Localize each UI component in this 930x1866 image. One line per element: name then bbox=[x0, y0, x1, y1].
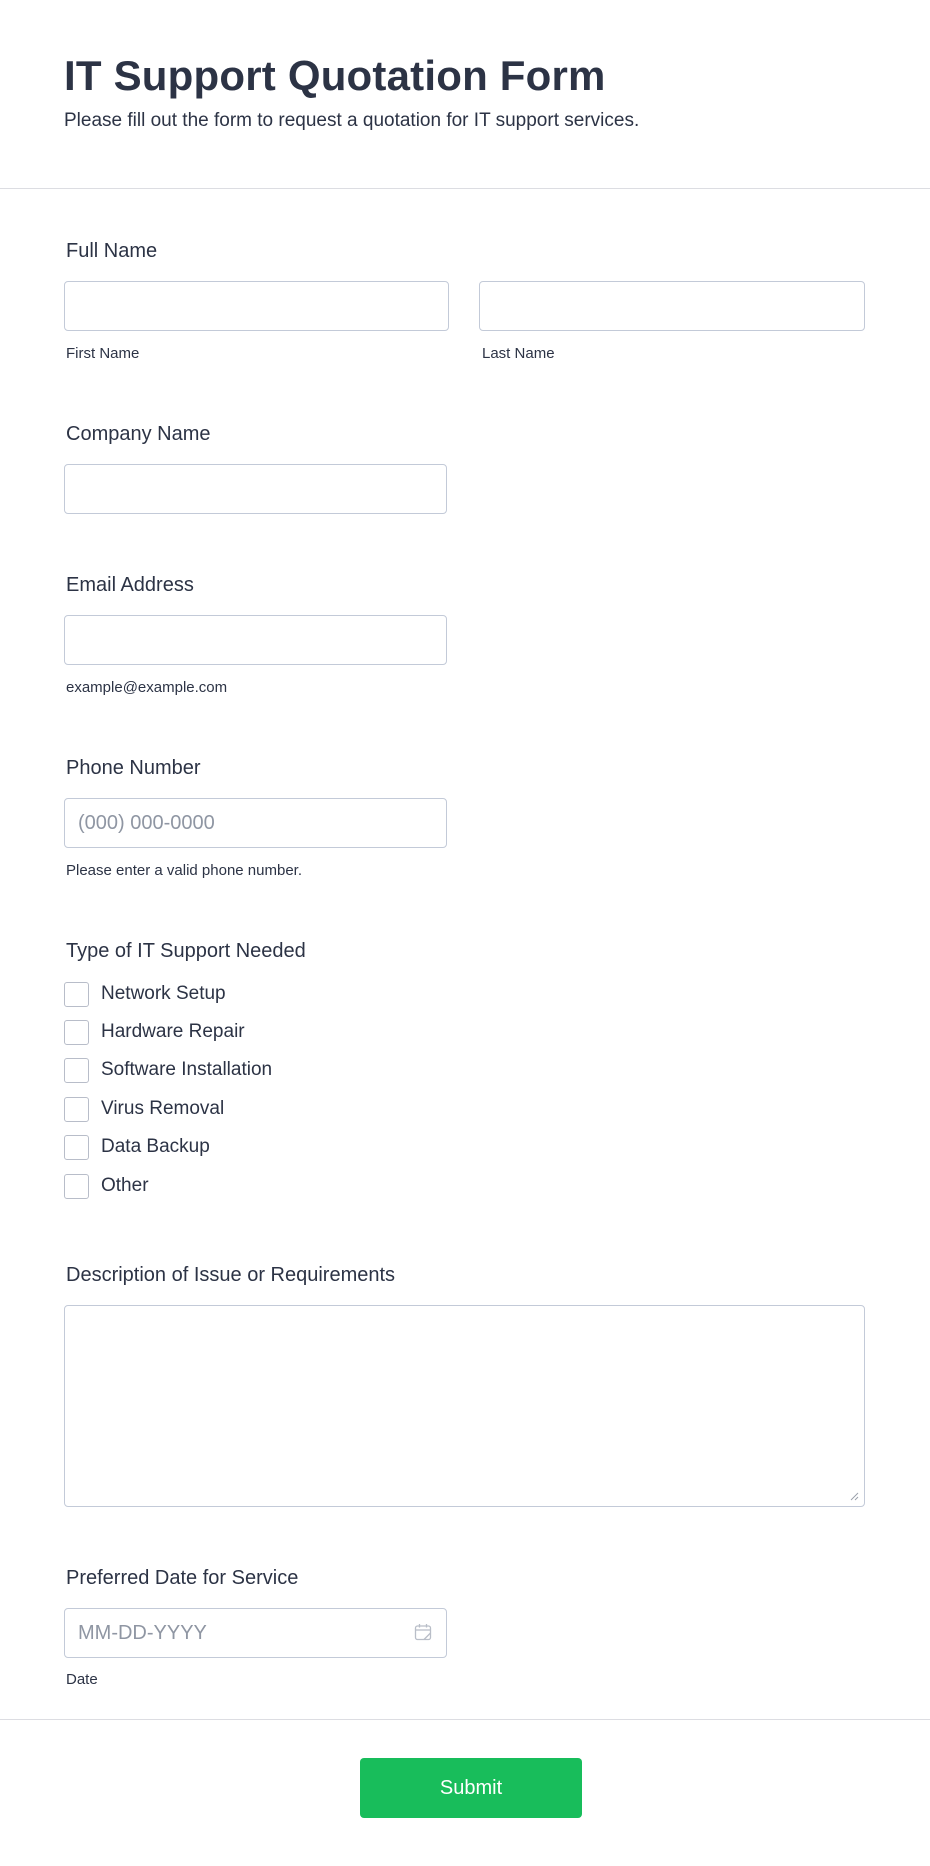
checkbox[interactable] bbox=[64, 1135, 89, 1160]
checkbox-option[interactable] bbox=[64, 1134, 210, 1160]
checkbox[interactable] bbox=[64, 1097, 89, 1122]
date-sublabel: Date bbox=[66, 1671, 98, 1688]
email-sublabel: example@example.com bbox=[66, 679, 228, 696]
calendar-icon[interactable] bbox=[414, 1623, 432, 1641]
footer-divider bbox=[0, 1719, 930, 1720]
checkbox-option[interactable] bbox=[64, 1019, 245, 1045]
phone-sublabel: Please enter a valid phone number. bbox=[66, 862, 302, 879]
checkbox-option[interactable] bbox=[64, 981, 226, 1007]
checkbox-label[interactable]: Other bbox=[101, 1175, 149, 1196]
checkbox-option[interactable] bbox=[64, 1173, 149, 1199]
first-name-input[interactable] bbox=[64, 281, 449, 331]
checkbox-label[interactable]: Virus Removal bbox=[101, 1098, 225, 1119]
checkbox-label[interactable]: Software Installation bbox=[101, 1059, 273, 1080]
checkbox-option[interactable] bbox=[64, 1096, 224, 1122]
checkbox[interactable] bbox=[64, 1020, 89, 1045]
company-name-input[interactable] bbox=[64, 464, 447, 514]
description-label: Description of Issue or Requirements bbox=[66, 1264, 396, 1286]
checkbox[interactable] bbox=[64, 1058, 89, 1083]
submit-button[interactable]: Submit bbox=[360, 1758, 582, 1818]
page-subtitle: Please fill out the form to request a quotation for IT support services. bbox=[64, 110, 640, 131]
checkbox-label[interactable]: Data Backup bbox=[101, 1136, 210, 1157]
first-name-sublabel: First Name bbox=[66, 345, 140, 362]
email-input[interactable] bbox=[64, 615, 447, 665]
description-textarea[interactable] bbox=[64, 1305, 865, 1507]
page-title: IT Support Quotation Form bbox=[64, 52, 606, 99]
last-name-input[interactable] bbox=[479, 281, 865, 331]
checkbox-label[interactable]: Network Setup bbox=[101, 983, 226, 1004]
date-input[interactable] bbox=[64, 1608, 447, 1658]
last-name-sublabel: Last Name bbox=[482, 345, 555, 362]
checkbox[interactable] bbox=[64, 982, 89, 1007]
full-name-label: Full Name bbox=[66, 240, 158, 262]
phone-label: Phone Number bbox=[66, 757, 201, 779]
email-label: Email Address bbox=[66, 574, 194, 596]
form-header bbox=[0, 0, 930, 189]
checkbox-option[interactable] bbox=[64, 1057, 272, 1083]
date-label: Preferred Date for Service bbox=[66, 1567, 299, 1589]
resize-handle-icon[interactable] bbox=[850, 1492, 859, 1501]
checkbox-label[interactable]: Hardware Repair bbox=[101, 1021, 245, 1042]
checkbox[interactable] bbox=[64, 1174, 89, 1199]
company-name-label: Company Name bbox=[66, 423, 211, 445]
support-type-label: Type of IT Support Needed bbox=[66, 940, 306, 962]
phone-input[interactable] bbox=[64, 798, 447, 848]
